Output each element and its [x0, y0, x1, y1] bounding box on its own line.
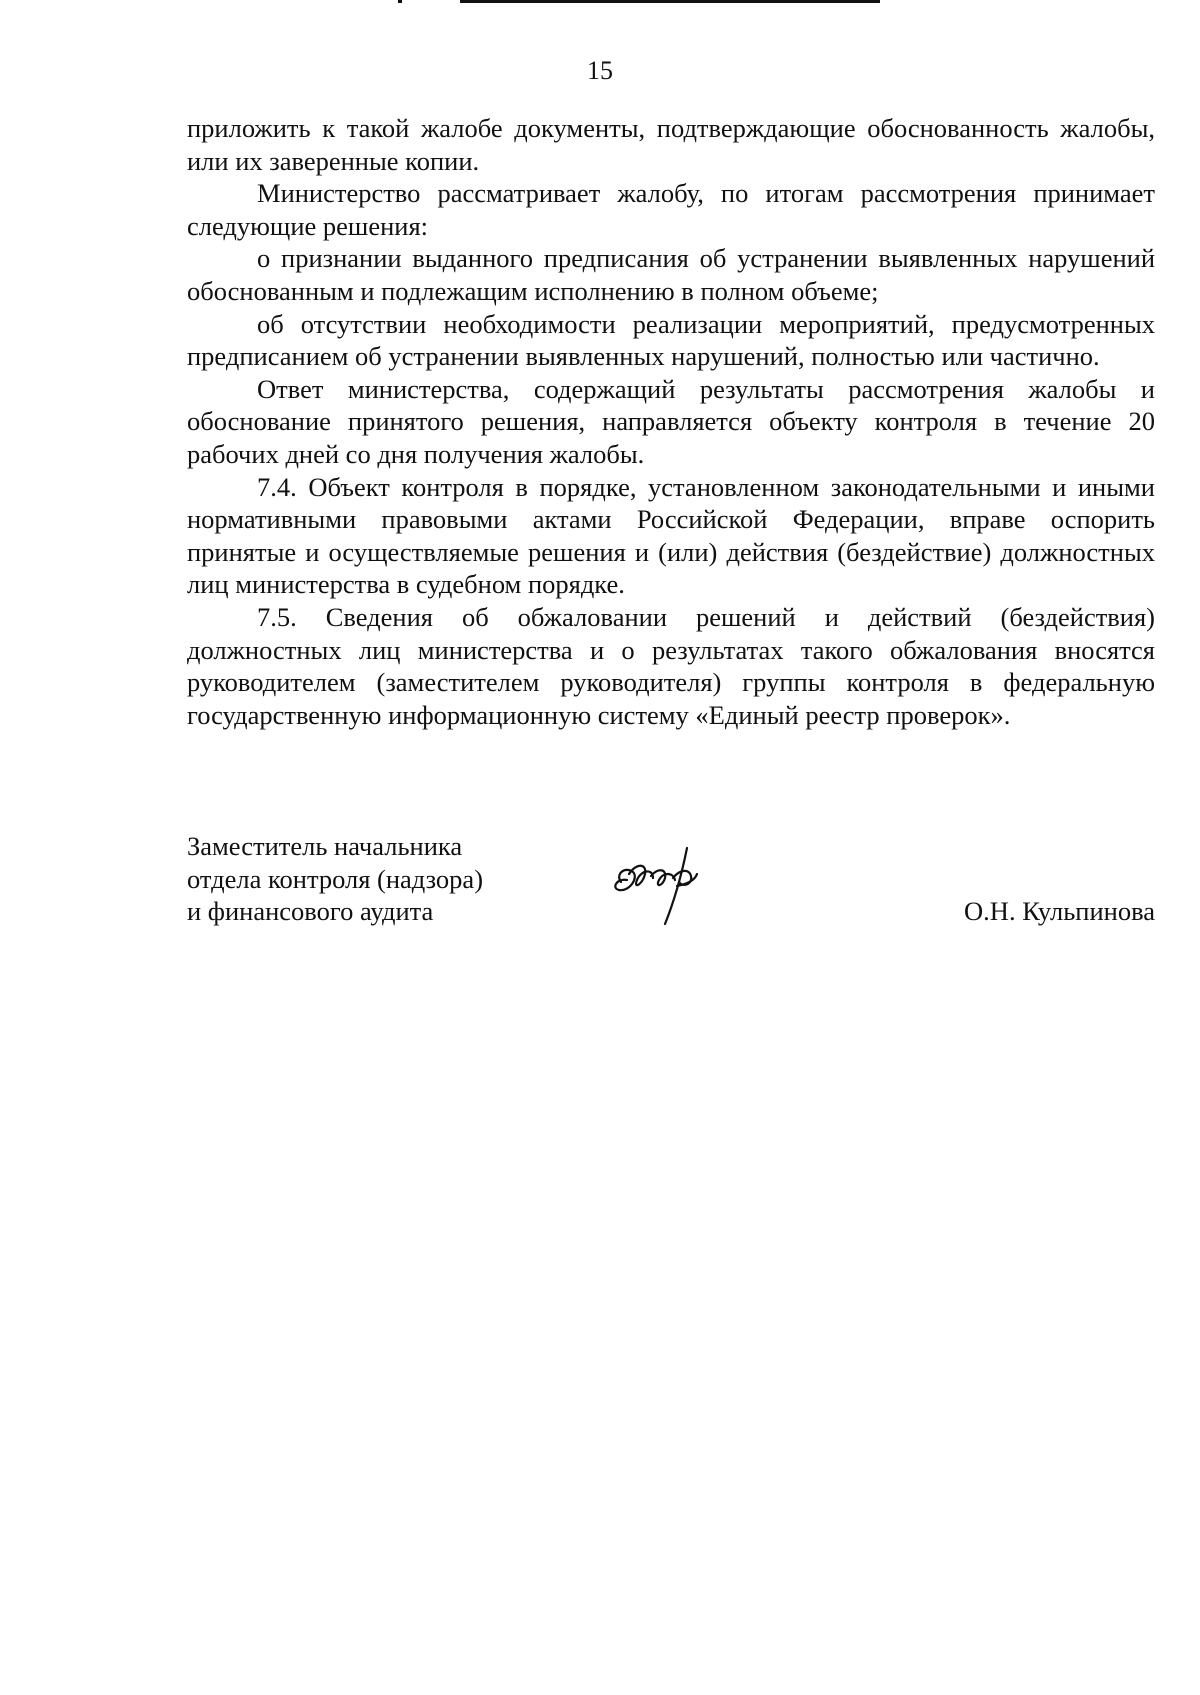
signatory-position-line: и финансового аудита — [187, 896, 434, 927]
handwritten-signature — [607, 838, 717, 930]
signatory-name: О.Н. Кульпинова — [964, 896, 1155, 926]
paragraph-decision-no-need: об отсутствии необходимости реализации мероприятий, предусмотренных предписанием об устранении выявленных нарушений, полностью или частично. — [187, 308, 1155, 372]
document-body — [187, 112, 1155, 731]
top-edge-mark — [398, 0, 402, 3]
paragraph-ministry-review: Министерство рассматривает жалобу, по итогам рассмотрения принимает следующие решения: — [187, 178, 1155, 241]
top-edge-rule — [460, 0, 880, 3]
paragraph-7-4: 7.4. Объект контроля в порядке, установленном законодательными и иными нормативными правовыми актами Российской Федерации, вправе оспорить принятые и осуществляемые решения и (или) действия (бездействие) должностных лиц министерства в судебном порядке. — [187, 471, 1155, 600]
paragraph-ministry-response: Ответ министерства, содержащий результаты рассмотрения жалобы и обоснование принятого решения, направляется объекту контроля в течение 20 рабочих дней со дня получения жалобы. — [187, 373, 1155, 469]
signatory-position-line: Заместитель начальника — [187, 831, 463, 861]
paragraph-decision-valid: о признании выданного предписания об устранении выявленных нарушений обоснованным и подлежащим исполнению в полном объеме; — [187, 243, 1155, 306]
signatory-position-line: отдела контроля (надзора) — [187, 863, 484, 894]
page-number: 15 — [587, 56, 613, 85]
signatory-position — [187, 830, 483, 928]
paragraph-7-5: 7.5. Сведения об обжаловании решений и действий (бездействия) должностных лиц министерства и о результатах такого обжалования вносятся руководителем (заместителем руководителя) группы контроля в федеральную государственную информационную систему «Единый реестр проверок». — [187, 601, 1155, 730]
paragraph-continuation: приложить к такой жалобе документы, подтверждающие обоснованность жалобы, или их заверенные копии. — [187, 113, 1155, 176]
signature-block — [187, 830, 1155, 950]
